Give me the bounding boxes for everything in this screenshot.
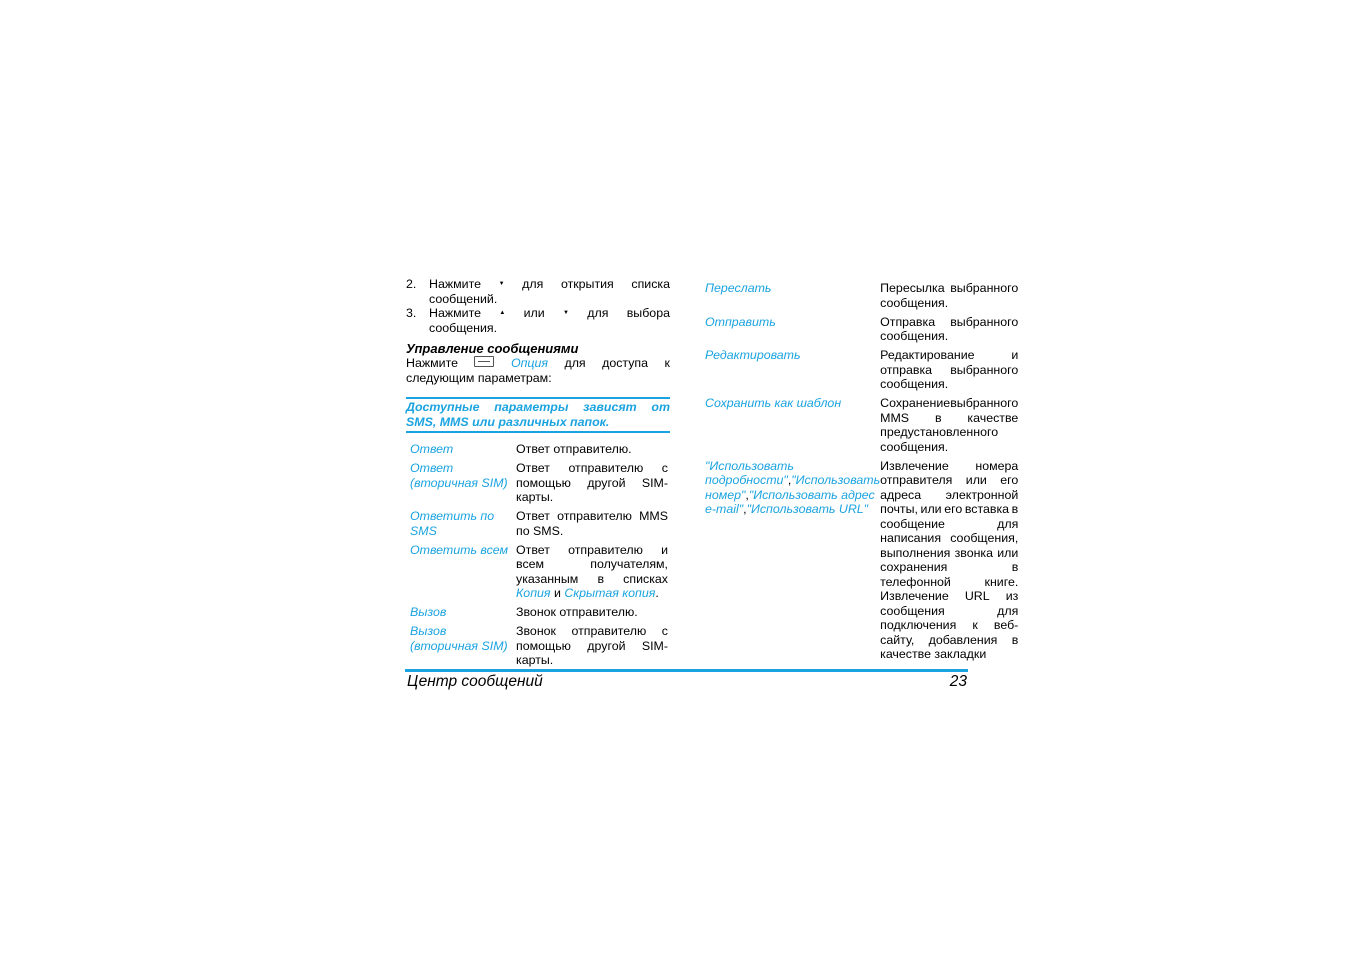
page-number: 23 xyxy=(949,673,967,690)
intro-text xyxy=(406,356,670,385)
step-word: выбора xyxy=(626,306,670,320)
desc-word: сообщения xyxy=(880,603,945,618)
option-row xyxy=(705,459,1018,667)
option-row xyxy=(406,509,670,543)
step-word: списка xyxy=(631,277,670,291)
note-word: Доступные xyxy=(406,400,480,414)
option-desc-line xyxy=(516,461,668,476)
desc-word: помощью xyxy=(516,638,571,653)
desc-word: получателям, xyxy=(590,557,668,571)
option-desc-line xyxy=(880,396,1018,411)
desc-word: указанным xyxy=(516,571,579,586)
option-desc-line xyxy=(880,502,1018,517)
step-number: 3. xyxy=(406,306,417,320)
option-row xyxy=(705,348,1018,396)
desc-word: Сохранение xyxy=(880,396,951,410)
desc-word: его xyxy=(944,502,963,516)
desc-word: сайту, xyxy=(880,632,915,647)
desc-word: в xyxy=(1011,632,1019,647)
desc-word: Ответ xyxy=(516,542,550,557)
desc-word: для xyxy=(997,603,1019,618)
desc-word: его xyxy=(1000,473,1019,487)
desc-word: книге. xyxy=(984,574,1019,589)
note-word: параметры xyxy=(494,400,569,414)
option-name-part: "Использовать URL" xyxy=(746,502,869,516)
option-desc-line: по SMS. xyxy=(516,523,564,538)
option-desc-line xyxy=(880,348,1018,363)
desc-word: Извлечение xyxy=(880,458,949,473)
desc-word: Извлечение xyxy=(880,589,949,603)
option-desc-line: карты. xyxy=(516,653,554,667)
option-desc-line xyxy=(880,459,1018,474)
desc-word: в xyxy=(934,410,942,425)
desc-word: почты, xyxy=(880,502,918,516)
option-name: Отправить xyxy=(705,314,776,329)
option-name: Вызов (вторичная SIM) xyxy=(410,624,508,653)
desc-word: SIM- xyxy=(641,638,668,653)
desc-word: с xyxy=(661,624,668,638)
desc-word: списках xyxy=(623,571,668,586)
option-desc xyxy=(880,348,1018,396)
option-row xyxy=(705,281,1018,315)
desc-word: написания xyxy=(880,531,942,545)
option-desc xyxy=(516,605,670,624)
option-desc-line xyxy=(880,488,1018,503)
up-arrow-icon: ▲ xyxy=(499,310,506,316)
envelope-softkey-icon xyxy=(474,356,494,367)
step-word: Нажмите xyxy=(429,277,481,291)
link-term: Скрытая копия xyxy=(564,586,656,600)
option-desc xyxy=(880,396,1018,459)
option-desc xyxy=(516,461,670,509)
option-row xyxy=(406,543,670,606)
option-desc-line xyxy=(516,543,668,558)
step-3 xyxy=(406,306,670,335)
step-word: или xyxy=(523,306,545,320)
option-desc xyxy=(880,281,1018,315)
option-desc-line xyxy=(880,589,1018,604)
option-desc-line: Звонок отправителю. xyxy=(516,605,638,619)
down-arrow-icon: ▼ xyxy=(498,281,505,287)
option-desc-line xyxy=(880,546,1018,561)
note-line2: SMS, MMS или различных папок. xyxy=(406,414,610,429)
option-name: Ответить всем xyxy=(410,542,509,557)
step-word: открытия xyxy=(560,277,614,291)
note-box xyxy=(406,397,670,433)
step-word: Нажмите xyxy=(429,306,481,320)
option-desc-line xyxy=(516,509,668,524)
desc-word: выбранного xyxy=(950,314,1019,329)
comma: , xyxy=(743,502,747,516)
desc-word: всем xyxy=(516,557,545,571)
option-desc-line: сообщения. xyxy=(880,295,949,310)
option-desc-line: сообщения. xyxy=(880,439,949,454)
right-options-table xyxy=(705,281,1018,666)
footer-title: Центр сообщений xyxy=(407,673,543,690)
desc-word: Звонок xyxy=(516,624,556,638)
desc-word: SIM- xyxy=(641,475,668,490)
option-row xyxy=(406,624,670,672)
step-number: 2. xyxy=(406,277,417,291)
option-row xyxy=(705,396,1018,459)
desc-word: и xyxy=(661,542,668,557)
option-desc-line: качестве закладки xyxy=(880,647,987,661)
option-desc-line xyxy=(516,557,668,572)
note-word: зависят xyxy=(583,400,637,414)
option-desc xyxy=(516,543,670,606)
option-term: Опция xyxy=(510,356,548,370)
left-options-table xyxy=(406,442,670,672)
option-desc xyxy=(516,509,670,543)
option-desc-line: карты. xyxy=(516,490,554,504)
option-desc-line xyxy=(880,517,1018,532)
desc-word: помощью xyxy=(516,475,571,490)
option-desc-line: сообщения. xyxy=(880,329,949,343)
option-desc-line xyxy=(516,572,668,587)
intro-line2: следующим параметрам: xyxy=(406,370,552,385)
option-desc-line: Копия и Скрытая копия. xyxy=(516,586,659,600)
option-desc-line xyxy=(880,315,1018,330)
intro-word: для xyxy=(564,356,586,370)
option-row xyxy=(406,605,670,624)
desc-word: другой xyxy=(587,638,626,653)
step-word: для xyxy=(522,277,544,291)
option-name: Переслать xyxy=(705,281,772,295)
intro-word: доступа xyxy=(602,356,649,370)
desc-word: Отправка xyxy=(880,314,936,329)
option-row xyxy=(406,442,670,461)
desc-word: из xyxy=(1005,589,1019,603)
option-desc xyxy=(516,442,670,461)
desc-word: отправителю xyxy=(571,624,647,638)
option-desc xyxy=(880,315,1018,349)
desc-word: отправителя xyxy=(880,473,953,487)
desc-word: сообщение xyxy=(880,516,945,531)
desc-word: Редактирование xyxy=(880,348,975,362)
desc-word: сохранения xyxy=(880,560,948,574)
step-word: для xyxy=(587,306,609,320)
desc-word: в xyxy=(1011,502,1019,516)
option-name-part: "Использовать адрес e-mail" xyxy=(705,487,875,516)
option-name: Вызов xyxy=(410,605,447,619)
option-name: Ответ xyxy=(410,442,454,456)
intro-word: Нажмите xyxy=(406,356,458,370)
option-name: Редактировать xyxy=(705,348,801,362)
desc-word: выбранного xyxy=(950,362,1019,377)
desc-word: отправка xyxy=(880,362,933,377)
option-desc-line xyxy=(880,363,1018,378)
option-name: Ответ (вторичная SIM) xyxy=(410,461,508,490)
desc-word: URL xyxy=(964,589,990,603)
desc-word: номера xyxy=(975,458,1019,473)
option-desc-line xyxy=(880,633,1018,648)
option-desc-line xyxy=(880,560,1018,575)
option-desc-line: Ответ отправителю. xyxy=(516,442,632,456)
desc-word: с xyxy=(661,461,668,475)
desc-word: отправителю xyxy=(568,542,643,557)
option-desc-line xyxy=(516,476,668,491)
desc-word: или xyxy=(965,473,987,487)
option-desc-line xyxy=(880,618,1018,633)
desc-word: вставка xyxy=(964,502,1010,516)
desc-word: другой xyxy=(587,475,626,490)
desc-word: или xyxy=(920,502,942,516)
option-desc-line xyxy=(880,281,1018,296)
option-row xyxy=(705,315,1018,349)
option-desc-line xyxy=(880,531,1018,546)
desc-word: отправителю xyxy=(557,509,632,523)
option-desc-line: сообщения. xyxy=(880,377,949,391)
note-word: от xyxy=(651,400,670,414)
desc-word: MMS xyxy=(880,410,910,425)
desc-word: выбранного xyxy=(950,281,1019,295)
desc-word: Ответ xyxy=(516,509,550,523)
option-name: Сохранить как шаблон xyxy=(705,396,842,410)
option-desc-line xyxy=(880,473,1018,488)
desc-word: или xyxy=(997,545,1019,560)
option-desc-line xyxy=(880,604,1018,619)
step-text-line2: сообщения. xyxy=(429,320,498,335)
desc-word: электронной xyxy=(945,487,1019,502)
desc-word: Пересылка xyxy=(880,281,945,295)
step-text-line2: сообщений. xyxy=(429,291,498,306)
footer-rule xyxy=(405,669,968,672)
desc-word: веб- xyxy=(993,618,1019,632)
option-desc-line xyxy=(880,411,1018,426)
option-desc-line: предустановленного xyxy=(880,425,999,439)
desc-word: и xyxy=(1011,348,1019,362)
desc-word: сообщения, xyxy=(950,531,1019,545)
link-term: Копия xyxy=(516,586,551,600)
desc-word: выполнения xyxy=(880,545,951,560)
desc-word: в xyxy=(597,571,605,586)
option-desc-line xyxy=(880,575,1018,590)
desc-word: телефонной xyxy=(880,574,951,589)
desc-word: подключения xyxy=(880,618,957,632)
intro-word: к xyxy=(664,356,670,370)
desc-word: к xyxy=(972,618,978,632)
down-arrow-icon: ▼ xyxy=(562,310,569,316)
option-desc-line xyxy=(516,624,668,639)
option-name xyxy=(705,459,880,667)
option-row xyxy=(406,461,670,509)
option-name-part: "Использовать подробности" xyxy=(705,458,794,487)
desc-word: добавления xyxy=(928,632,998,647)
desc-word: качестве xyxy=(967,410,1019,425)
desc-word: отправителю xyxy=(568,461,644,475)
option-desc xyxy=(516,624,670,672)
section-title: Управление сообщениями xyxy=(406,341,579,356)
option-name: Ответить по SMS xyxy=(410,509,495,538)
desc-word: для xyxy=(997,516,1019,531)
desc-word: MMS xyxy=(639,509,668,523)
left-column xyxy=(406,277,670,672)
desc-word: адреса xyxy=(880,487,922,502)
option-desc xyxy=(880,459,1018,667)
option-name-part: "Использовать номер" xyxy=(705,473,881,502)
right-column xyxy=(705,281,1019,666)
desc-word: звонка xyxy=(954,545,994,560)
option-desc-line xyxy=(516,639,668,654)
comma: , xyxy=(787,473,792,487)
desc-word: Ответ xyxy=(516,461,550,475)
comma: , xyxy=(745,487,749,502)
step-2 xyxy=(406,277,670,306)
desc-word: выбранного xyxy=(950,396,1019,410)
desc-word: в xyxy=(1011,560,1019,574)
